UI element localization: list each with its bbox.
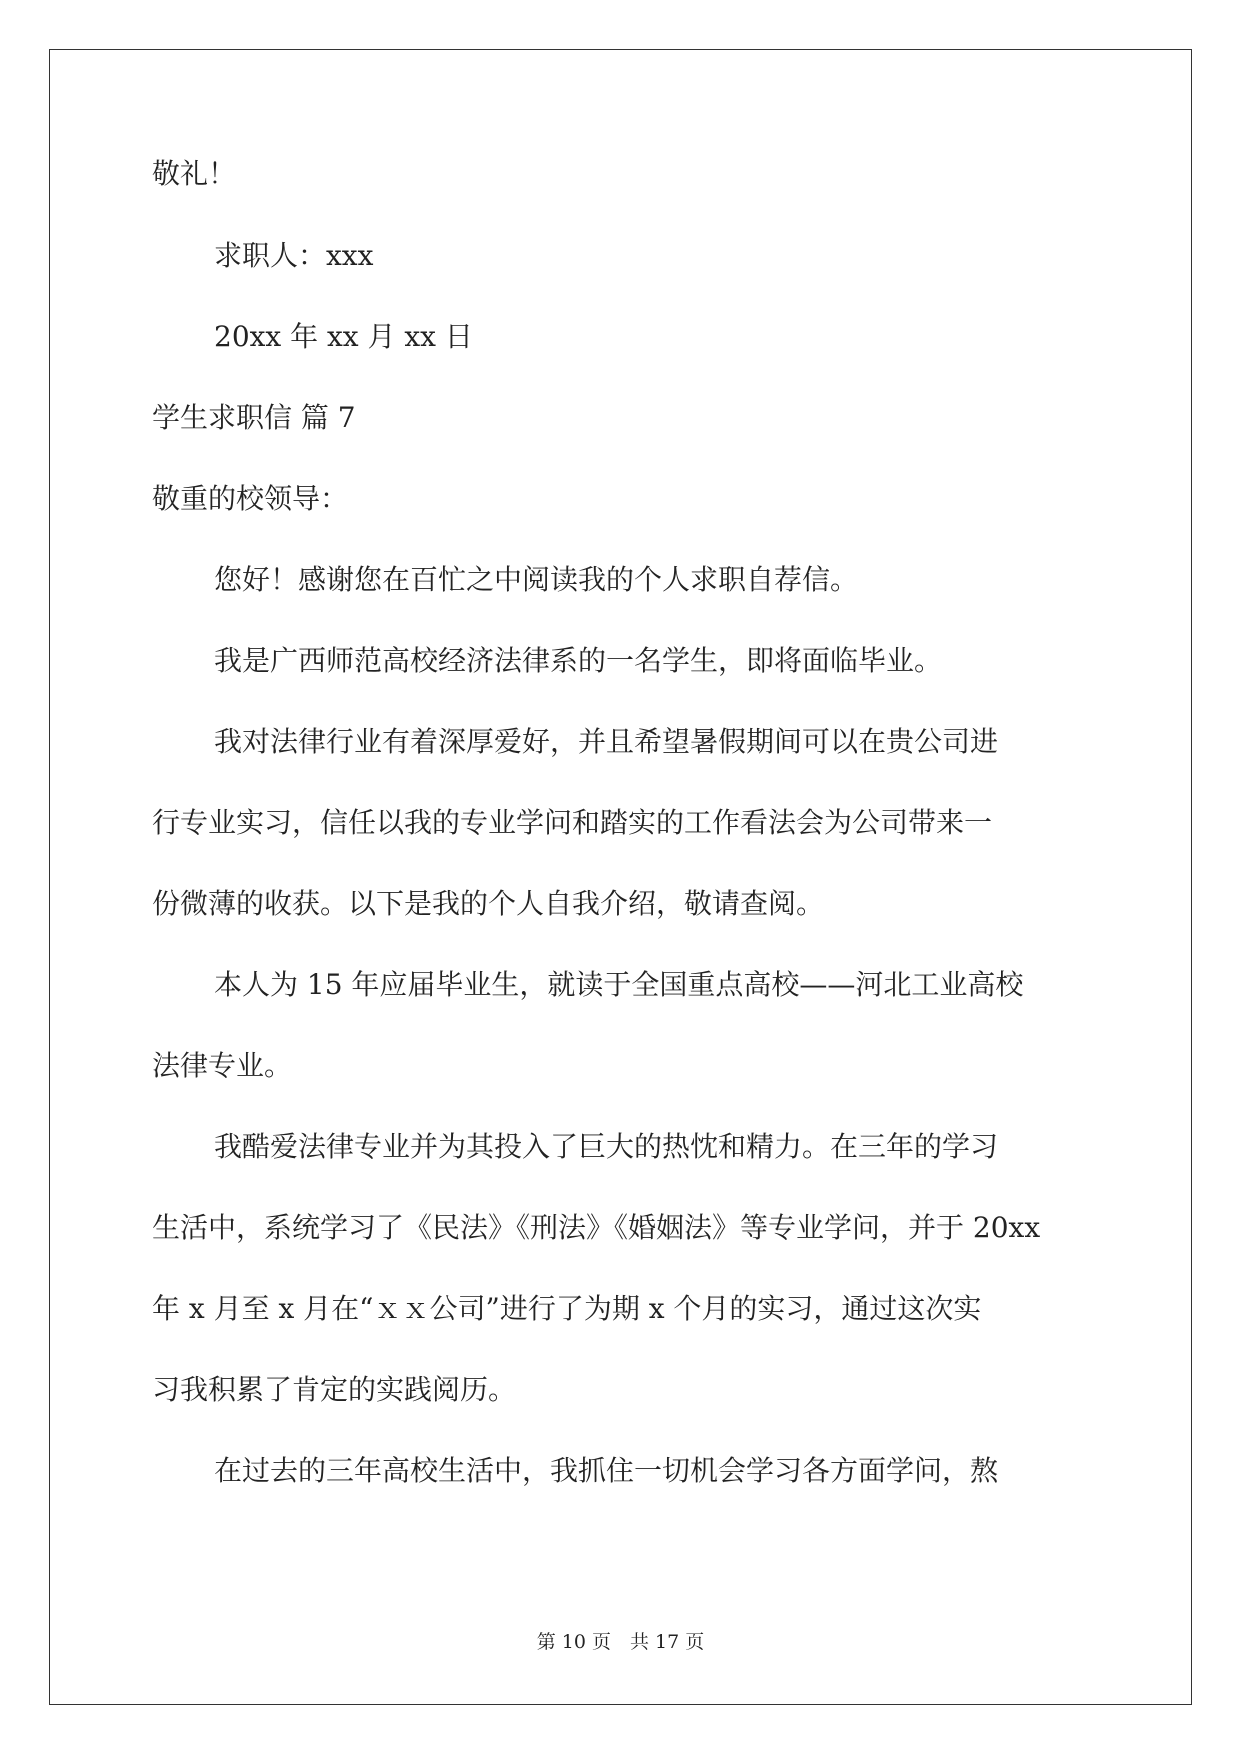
- date-line: 20xx 年 xx 月 xx 日: [214, 320, 473, 353]
- greeting: 敬重的校领导：: [152, 482, 349, 515]
- paragraph-line: 年 x 月至 x 月在“ｘｘ公司”进行了为期 x 个月的实习，通过这次实: [152, 1292, 982, 1325]
- closing-salutation: 敬礼！: [152, 157, 237, 190]
- paragraph-line: 生活中，系统学习了《民法》《刑法》《婚姻法》等专业学问，并于 20xx: [152, 1211, 1041, 1244]
- applicant-name: 求职人：xxx: [214, 239, 374, 272]
- paragraph-line: 份微薄的收获。以下是我的个人自我介绍，敬请查阅。: [152, 887, 825, 920]
- page-number-footer: 第 10 页 共 17 页: [536, 1631, 705, 1653]
- paragraph-line: 我对法律行业有着深厚爱好，并且希望暑假期间可以在贵公司进: [214, 725, 999, 758]
- paragraph-line: 法律专业。: [152, 1049, 293, 1082]
- paragraph-line: 在过去的三年高校生活中，我抓住一切机会学习各方面学问，熬: [214, 1454, 999, 1487]
- paragraph-line: 我酷爱法律专业并为其投入了巨大的热忱和精力。在三年的学习: [214, 1130, 999, 1163]
- paragraph-line: 我是广西师范高校经济法律系的一名学生，即将面临毕业。: [214, 644, 943, 677]
- paragraph-line: 行专业实习，信任以我的专业学问和踏实的工作看法会为公司带来一: [152, 806, 993, 839]
- paragraph-line: 本人为 15 年应届毕业生，就读于全国重点高校——河北工业高校: [214, 968, 1024, 1001]
- paragraph-line: 您好！感谢您在百忙之中阅读我的个人求职自荐信。: [214, 563, 859, 596]
- paragraph-line: 习我积累了肯定的实践阅历。: [152, 1373, 517, 1406]
- section-heading: 学生求职信 篇 7: [152, 401, 356, 434]
